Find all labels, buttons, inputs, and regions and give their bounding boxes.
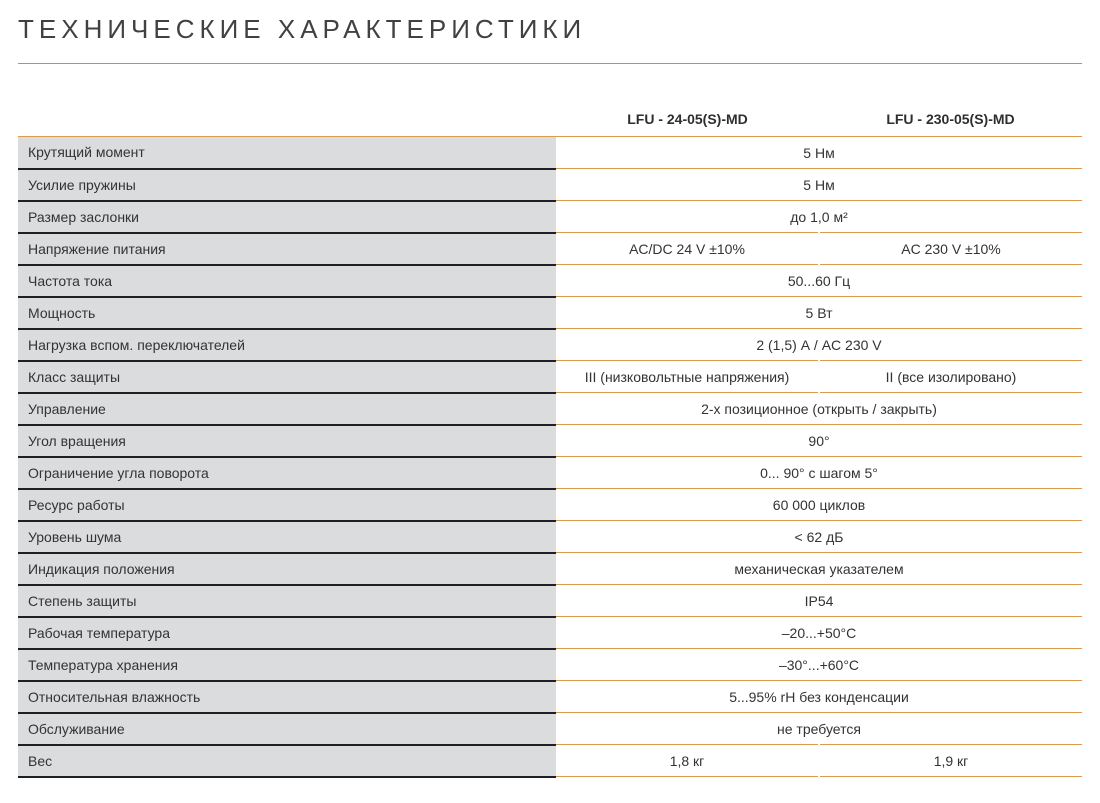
row-label: Индикация положения [18,553,556,585]
header-spacer [18,87,556,137]
column-header-lfu-24: LFU - 24-05(S)-MD [556,87,819,137]
table-row [18,233,1082,265]
row-value: –30°...+60°C [556,649,1082,681]
table-row [18,329,1082,361]
row-value: 50...60 Гц [556,265,1082,297]
table-row [18,393,1082,425]
table-row [18,201,1082,233]
row-label: Вес [18,745,556,777]
row-label: Ограничение угла поворота [18,457,556,489]
table-row [18,457,1082,489]
row-value: не требуется [556,713,1082,745]
row-value: до 1,0 м² [556,201,1082,233]
title-divider [18,63,1082,64]
table-row [18,425,1082,457]
row-label: Мощность [18,297,556,329]
row-value: < 62 дБ [556,521,1082,553]
row-value: 0... 90° с шагом 5° [556,457,1082,489]
row-value: 90° [556,425,1082,457]
row-label: Относительная влажность [18,681,556,713]
row-label: Уровень шума [18,521,556,553]
row-label: Температура хранения [18,649,556,681]
table-row [18,297,1082,329]
row-label: Класс защиты [18,361,556,393]
table-row [18,585,1082,617]
row-value-lfu-230: 1,9 кг [819,745,1082,777]
row-value-lfu-24: 1,8 кг [556,745,819,777]
row-label: Обслуживание [18,713,556,745]
row-value-lfu-230: AC 230 V ±10% [819,233,1082,265]
row-value: 5 Нм [556,137,1082,169]
table-row [18,713,1082,745]
row-label: Управление [18,393,556,425]
row-value: 60 000 циклов [556,489,1082,521]
row-value: –20...+50°C [556,617,1082,649]
row-label: Степень защиты [18,585,556,617]
table-row [18,649,1082,681]
row-value: 5 Вт [556,297,1082,329]
header-row [18,87,1082,137]
row-value-lfu-24: III (низковольтные напряжения) [556,361,819,393]
row-value: 2-х позиционное (открыть / закрыть) [556,393,1082,425]
page-title: ТЕХНИЧЕСКИЕ ХАРАКТЕРИСТИКИ [18,14,587,44]
spec-table [18,87,1082,778]
row-label: Угол вращения [18,425,556,457]
row-label: Рабочая температура [18,617,556,649]
table-row [18,617,1082,649]
row-label: Размер заслонки [18,201,556,233]
table-row [18,553,1082,585]
column-header-lfu-230: LFU - 230-05(S)-MD [819,87,1082,137]
table-row [18,361,1082,393]
row-value: 5...95% rH без конденсации [556,681,1082,713]
table-row [18,489,1082,521]
table-row [18,137,1082,169]
row-value: IP54 [556,585,1082,617]
table-row [18,521,1082,553]
row-value-lfu-230: II (все изолировано) [819,361,1082,393]
row-label: Нагрузка вспом. переключателей [18,329,556,361]
row-label: Ресурс работы [18,489,556,521]
row-label: Крутящий момент [18,137,556,169]
row-label: Частота тока [18,265,556,297]
row-label: Напряжение питания [18,233,556,265]
row-label: Усилие пружины [18,169,556,201]
row-value-lfu-24: AC/DC 24 V ±10% [556,233,819,265]
row-value: механическая указателем [556,553,1082,585]
table-row [18,745,1082,777]
row-value: 5 Нм [556,169,1082,201]
table-row [18,681,1082,713]
table-row [18,265,1082,297]
row-value: 2 (1,5) А / AC 230 V [556,329,1082,361]
table-row [18,169,1082,201]
